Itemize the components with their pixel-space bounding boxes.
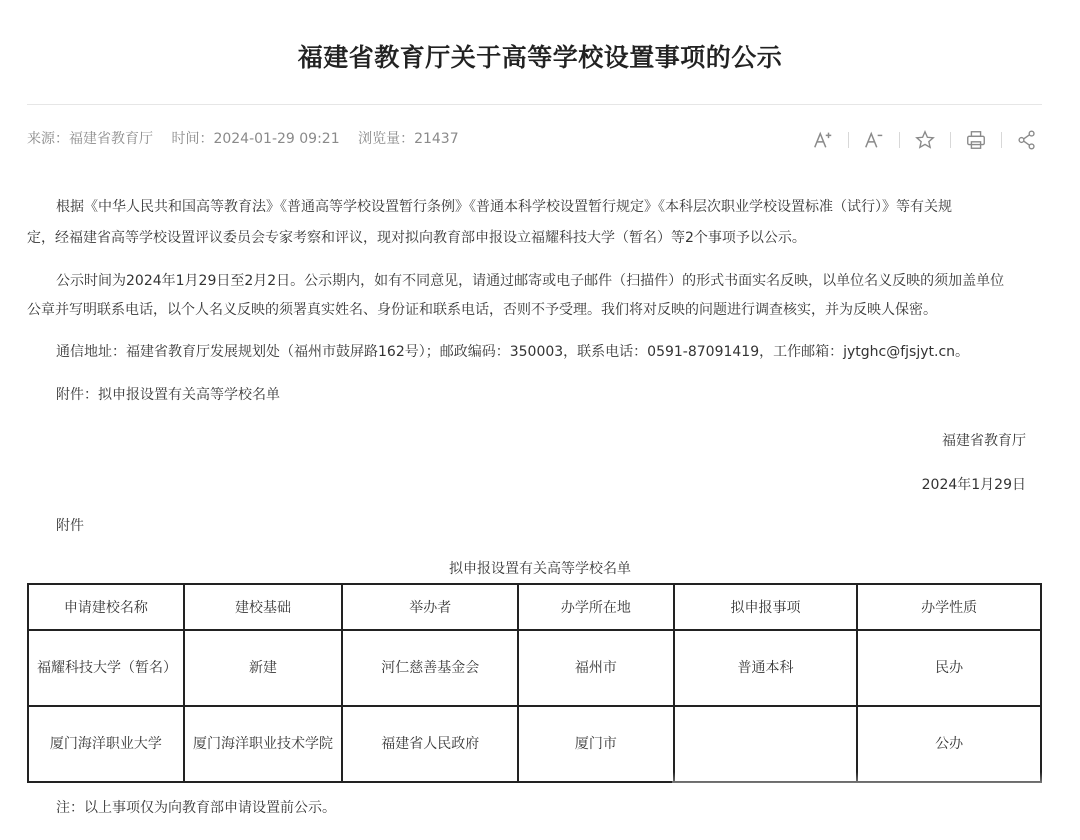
contact-info: 通信地址：福建省教育厅发展规划处（福州市鼓屏路162号）；邮政编码：350003，联系电话：0591-87091419，工作邮箱：jytghc@fjsjyt.cn。 — [56, 344, 970, 360]
paragraph-2-line-2: 公章并写明联系电话，以个人名义反映的须署真实姓名、身份证和联系电话，否则不予受理。我们将对反映的问题进行调查核实，并为反映人保密。 — [27, 302, 937, 318]
schools-table — [27, 583, 1042, 783]
attachment-reference: 附件：拟申报设置有关高等学校名单 — [56, 387, 280, 403]
paragraph-1-line-1: 根据《中华人民共和国高等教育法》《普通高等学校设置暂行条例》《普通本科学校设置暂行规定》《本科层次职业学校设置标准（试行）》等有关规 — [56, 199, 952, 215]
toolbar-separator — [950, 132, 951, 148]
title-divider — [27, 104, 1042, 105]
table-cell: 普通本科 — [674, 630, 858, 706]
column-header: 拟申报事项 — [674, 584, 858, 630]
table-cell: 公办 — [857, 706, 1041, 782]
page-title: 福建省教育厅关于高等学校设置事项的公示 — [297, 43, 783, 72]
article-toolbar — [810, 126, 1040, 154]
share-icon[interactable] — [1014, 127, 1040, 153]
table-header-row — [28, 584, 1041, 630]
article-meta — [27, 128, 473, 148]
column-header: 举办者 — [342, 584, 518, 630]
table-cell: 民办 — [857, 630, 1041, 706]
table-row — [28, 706, 1041, 782]
table-cell: 福耀科技大学（暂名） — [28, 630, 184, 706]
signature-org: 福建省教育厅 — [942, 433, 1026, 449]
column-header: 申请建校名称 — [28, 584, 184, 630]
source-text: 来源：福建省教育厅 — [27, 131, 153, 147]
paragraph-2-line-1: 公示时间为2024年1月29日至2月2日。公示期内，如有不同意见，请通过邮寄或电子邮件（扫描件）的形式书面实名反映，以单位名义反映的须加盖单位 — [56, 273, 1005, 289]
table-cell: 新建 — [184, 630, 343, 706]
paragraph-1-line-2: 定，经福建省高等学校设置评议委员会专家考察和评议，现对拟向教育部申报设立福耀科技大学（暂名）等2个事项予以公示。 — [27, 230, 806, 246]
table-cell: 厦门海洋职业大学 — [28, 706, 184, 782]
table-cell: 福州市 — [518, 630, 674, 706]
table-row — [28, 630, 1041, 706]
column-header: 办学性质 — [857, 584, 1041, 630]
font-decrease-icon[interactable] — [861, 127, 887, 153]
table-caption: 拟申报设置有关高等学校名单 — [449, 561, 631, 577]
signature-date: 2024年1月29日 — [921, 477, 1026, 493]
table-cell: 厦门市 — [518, 706, 674, 782]
publish-time: 时间：2024-01-29 09:21 — [171, 131, 340, 147]
table-cell — [674, 706, 858, 782]
table-cell: 福建省人民政府 — [342, 706, 518, 782]
view-count: 浏览量：21437 — [358, 131, 459, 147]
toolbar-separator — [848, 132, 849, 148]
table-cell: 厦门海洋职业技术学院 — [184, 706, 343, 782]
footnote: 注：以上事项仅为向教育部申请设置前公示。 — [56, 800, 336, 816]
toolbar-separator — [899, 132, 900, 148]
column-header: 建校基础 — [184, 584, 343, 630]
attachment-label: 附件 — [56, 518, 84, 534]
font-increase-icon[interactable] — [810, 127, 836, 153]
toolbar-separator — [1001, 132, 1002, 148]
table-cell: 河仁慈善基金会 — [342, 630, 518, 706]
bottom-fade-overlay — [672, 772, 1080, 832]
favorite-star-icon[interactable] — [912, 127, 938, 153]
column-header: 办学所在地 — [518, 584, 674, 630]
print-icon[interactable] — [963, 127, 989, 153]
